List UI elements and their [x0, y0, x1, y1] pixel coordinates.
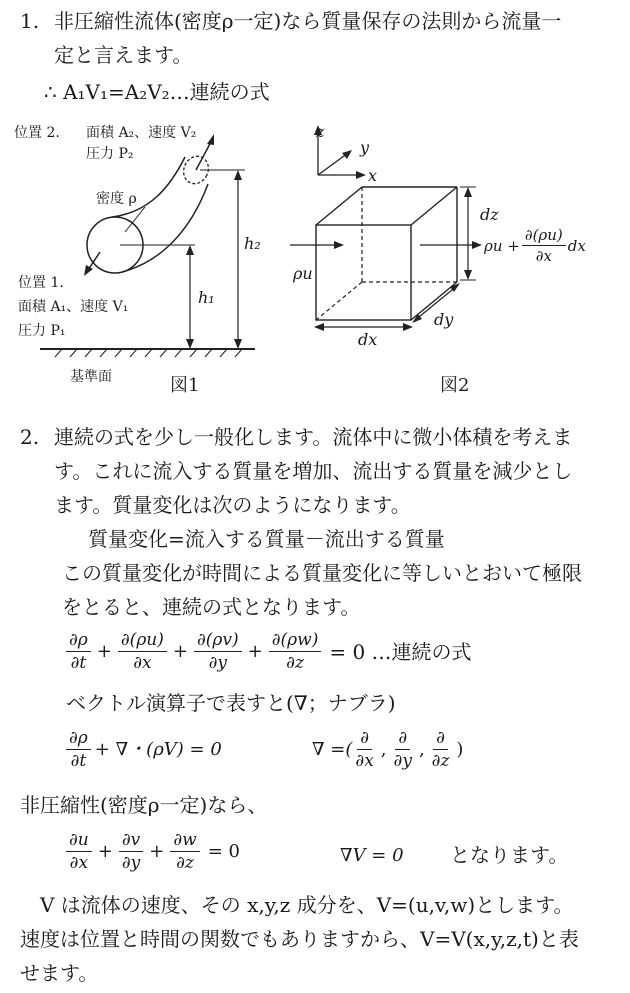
position2-area-velocity: 面積 A₂、速度 V₂ — [86, 125, 197, 141]
outflow-expression — [484, 226, 586, 265]
eq3-plus: + — [97, 841, 113, 862]
eq1-term1-den: ∂t — [70, 653, 87, 673]
nabla-definition — [312, 728, 463, 771]
outflow-rho-u: ρu + — [484, 236, 520, 255]
eq3-w-den: ∂z — [176, 853, 194, 873]
eq1-plus: + — [96, 641, 112, 662]
eq1-term2-den: ∂x — [133, 653, 152, 673]
outflow-dx: dx — [567, 236, 586, 255]
section1-line2: 定と言えます。 — [54, 43, 193, 67]
eq2-rest: + ∇・(ρV) = 0 — [94, 738, 222, 760]
eq3-plus: + — [149, 841, 165, 862]
incompressible-continuity-equation — [66, 830, 240, 873]
section2-line1: 連続の式を少し一般化します。流体中に微小体積を考えま — [54, 425, 573, 449]
dy-label: dy — [434, 310, 454, 329]
section1-number: 1. — [20, 9, 40, 33]
position2-pressure: 圧力 P₂ — [86, 146, 134, 162]
h1-label: h₁ — [198, 288, 215, 307]
dx-label: dx — [358, 330, 378, 349]
x-axis-arrow-icon — [356, 171, 366, 179]
section2-line3: ます。質量変化は次のようになります。 — [54, 493, 411, 517]
figure2-caption: 図2 — [440, 375, 470, 396]
y-axis-arrow-icon — [342, 150, 352, 159]
vector-operator-intro: ベクトル演算子で表すと(∇；ナブラ) — [66, 691, 396, 715]
nabla-def-open: ∇ =( — [312, 738, 353, 760]
density-label: 密度 ρ — [96, 191, 137, 207]
dz-label: dz — [480, 205, 499, 224]
section2-number: 2. — [20, 425, 40, 449]
nabla-y-den: ∂y — [393, 751, 412, 771]
eq3-u-den: ∂x — [69, 853, 89, 873]
eq3-equals-zero: = 0 — [207, 840, 240, 862]
paragraph-velocity-function: 速度は位置と時間の関数でもありますから、V=V(x,y,z,t)と表 — [20, 927, 579, 951]
section2-line2: す。これに流入する質量を増加、流出する質量を減少とし — [54, 459, 573, 483]
eq1-term1-num: ∂ρ — [66, 630, 91, 652]
outflow-fraction-denominator: ∂x — [535, 247, 552, 265]
h2-label: h₂ — [244, 234, 261, 253]
incompressible-condition: 非圧縮性(密度ρ一定)なら、 — [20, 793, 268, 817]
eq3-w-num: ∂w — [170, 830, 199, 852]
paragraph-end: せます。 — [20, 961, 99, 985]
eq3-v-den: ∂y — [121, 853, 141, 873]
ground-hatch — [55, 349, 242, 357]
position1-pressure: 圧力 P₁ — [18, 323, 66, 339]
nabla-x-num: ∂ — [357, 728, 372, 750]
eq3-v-num: ∂v — [119, 830, 143, 852]
section1-line1: 非圧縮性流体(密度ρ一定)なら質量保存の法則から流量一 — [54, 9, 562, 33]
continuity-equation-simple: ∴ A₁V₁=A₂V₂…連続の式 — [44, 80, 270, 104]
nabla-comma: , — [418, 738, 425, 760]
eq2-num: ∂ρ — [66, 728, 91, 750]
paragraph-velocity-components: V は流体の速度、その x,y,z 成分を、V=(u,v,w)とします。 — [40, 893, 574, 917]
eq1-term3-num: ∂(ρv) — [194, 630, 242, 652]
axis-z-label: z — [316, 122, 325, 141]
eq3-becomes: となります。 — [450, 843, 569, 867]
mass-change-definition: 質量変化=流入する質量－流出する質量 — [88, 527, 445, 551]
outlet-arrow-icon — [207, 134, 214, 145]
nabla-x-den: ∂x — [355, 751, 374, 771]
axis-y-label: y — [360, 138, 370, 157]
continuity-equation-general — [66, 630, 472, 673]
outflow-arrow-icon — [472, 241, 482, 249]
position1-label: 位置 1. — [18, 275, 64, 291]
section2-line4: この質量変化が時間による質量変化に等しいとおいて極限 — [62, 561, 582, 585]
nabla-z-num: ∂ — [433, 728, 448, 750]
outflow-fraction-numerator: ∂(ρu) — [522, 226, 566, 246]
nabla-def-close: ) — [456, 738, 464, 760]
eq1-tail: = 0 …連続の式 — [329, 639, 472, 664]
nabla-z-den: ∂z — [431, 751, 450, 771]
figure1-diagram — [0, 112, 300, 402]
inflow-arrow-icon — [334, 241, 344, 249]
eq2-den: ∂t — [70, 751, 87, 771]
datum-label: 基準面 — [70, 369, 112, 385]
control-volume-cube — [316, 187, 457, 320]
eq1-term3-den: ∂y — [208, 653, 228, 673]
axis-x-label: x — [368, 166, 378, 185]
divergence-zero: ∇V = 0 — [340, 845, 404, 866]
section2-line5: をとると、連続の式となります。 — [62, 595, 361, 619]
position2-label: 位置 2. — [14, 125, 60, 141]
position1-area-velocity: 面積 A₁、速度 V₁ — [18, 299, 129, 315]
pipe-wall-upper — [112, 157, 185, 217]
outflow-fraction — [522, 226, 566, 265]
eq1-term2-num: ∂(ρu) — [118, 630, 167, 652]
eq1-term4-den: ∂z — [286, 653, 304, 673]
figure1-caption: 図1 — [170, 375, 200, 396]
eq1-plus: + — [172, 641, 188, 662]
nabla-comma: , — [380, 738, 387, 760]
eq3-u-num: ∂u — [66, 830, 92, 852]
continuity-equation-vector — [66, 728, 222, 771]
nabla-y-num: ∂ — [395, 728, 410, 750]
eq1-term4-num: ∂(ρw) — [269, 630, 322, 652]
eq1-plus: + — [247, 641, 263, 662]
inflow-rho-u-label: ρu — [293, 264, 313, 283]
inlet-arrow-icon — [84, 265, 93, 276]
